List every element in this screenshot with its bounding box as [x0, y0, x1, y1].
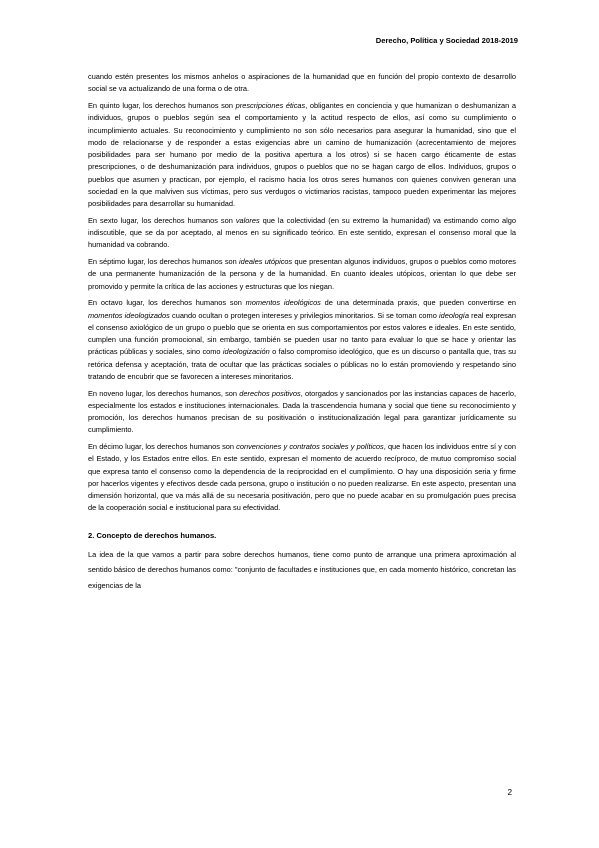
page-number: 2	[507, 788, 512, 797]
section-heading: 2. Concepto de derechos humanos.	[88, 530, 217, 540]
document-body	[88, 71, 516, 598]
paragraph: En quinto lugar, los derechos humanos son prescripciones éticas, obligantes en conciencia y que humanizan o deshumanizan a individuos, grupos o pueblos según sea el comportamiento y la actitud respecto de ellos, así como su cumplimiento o incumplimiento actuales. Su reconocimiento y cumplimiento no son sólo necesarios para asegurar la humanidad, sino que el modo de relacionarse y de responder a estas exigencias abre un camino de humanización (acrecentamiento de mejores posibilidades para ser humano por medio de la positiva apertura a los otros) si se hacen cargo éticamente de estas prescripciones, o de deshumanización para individuos, grupos o pueblos que no se hagan cargo de ellos. Individuos, grupos o pueblos que asumen y practican, por ejemplo, el racismo hacia los otros seres humanos con quienes conviven generan una sociedad en la que malviven sus víctimas, pero sus verdugos o victimarios racistas, tampoco pueden experimentar las mejores posibilidades para desarrollar su humanidad.	[88, 101, 516, 208]
paragraph: En séptimo lugar, los derechos humanos son ideales utópicos que presentan algunos individuos, grupos o pueblos como motores de una permanente humanización de la persona y de la humanidad. En cuanto ideales utópicos, orientan lo que debe ser promovido y permite la crítica de las acciones y estructuras que los niegan.	[88, 257, 516, 291]
emphasis: derechos positivos	[239, 388, 301, 398]
paragraph: cuando estén presentes los mismos anhelos o aspiraciones de la humanidad que en función del propio contexto de desarrollo social se va actualizando de una forma o de otra.	[88, 72, 516, 94]
emphasis: ideología	[438, 310, 469, 320]
emphasis: convenciones y contratos sociales y políticos	[236, 442, 384, 451]
paragraph: En décimo lugar, los derechos humanos son convenciones y contratos sociales y políticos, que hacen los individuos entre sí y con el Estado, y los Estados entre ellos. En este sentido, expresan el momento de acuerdo recíproco, de mutuo compromiso social que expresa tanto el consenso como la dependencia de la reciprocidad en el cumplimiento. O hay una disposición seria y firme por hacerlos vigentes y efectivos desde cada persona, grupo o institución o no pueden realizarse. En este aspecto, presentan una dimensión horizontal, que va más allá de su necesaria positivación, pero que no puede acabar en su promulgación pues precisa de la cooperación social e institucional para su efectividad.	[88, 442, 516, 513]
emphasis: prescripciones éticas	[235, 101, 306, 110]
section-intro-paragraph: La idea de la que vamos a partir para sobre derechos humanos, tiene como punto de arranque una primera aproximación al sentido básico de derechos humanos como: "conjunto de facultades e instituciones que, en cada momento histórico, concretan las exigencias de la	[88, 549, 516, 590]
paragraph: En octavo lugar, los derechos humanos son momentos ideológicos de una determinada praxis, que pueden convertirse en momentos ideologizados cuando ocultan o protegen intereses y privilegios minoritarios. Si se toman como ideología real expresan el consenso axiológico de un grupo o pueblo que se orienta en sus comportamientos por estos valores e ideales. En este sentido, cumplen una función promocional, sin embargo, también se pueden usar no tanto para evaluar lo que se hace y orientar las prácticas públicas y sociales, sino como ideologización o falso compromiso ideológico, que es un discurso o pantalla que, tras su retórica defensa y aceptación, trata de ocultar que las prácticas sociales o públicas no lo están promoviendo y respetando sino tratando de encubrir que se favorecen a intereses minoritarios.	[88, 298, 517, 381]
emphasis: momentos ideológicos	[245, 298, 321, 308]
paragraph: En noveno lugar, los derechos humanos, son derechos positivos, otorgados y sancionados por las instancias capaces de hacerlo, especialmente los estados e instituciones internacionales. Dada la trascendencia humana y social que tiene su reconocimiento y promoción, los derechos humanos precisan de su positivación o institucionalización legal para garantizar jurídicamente su cumplimiento.	[88, 388, 517, 435]
running-header: Derecho, Política y Sociedad 2018-2019	[375, 36, 518, 45]
emphasis: momentos ideologizados	[88, 310, 170, 320]
emphasis: ideales utópicos	[239, 257, 293, 266]
emphasis: ideologización	[222, 347, 270, 357]
emphasis: valores	[235, 215, 260, 225]
paragraph: En sexto lugar, los derechos humanos son valores que la colectividad (en su extremo la humanidad) va estimando como algo indiscutible, que se da por aceptado, al menos en su significado teórico. En este sentido, expresan el consenso moral que la humanidad va cobrando.	[88, 215, 517, 250]
